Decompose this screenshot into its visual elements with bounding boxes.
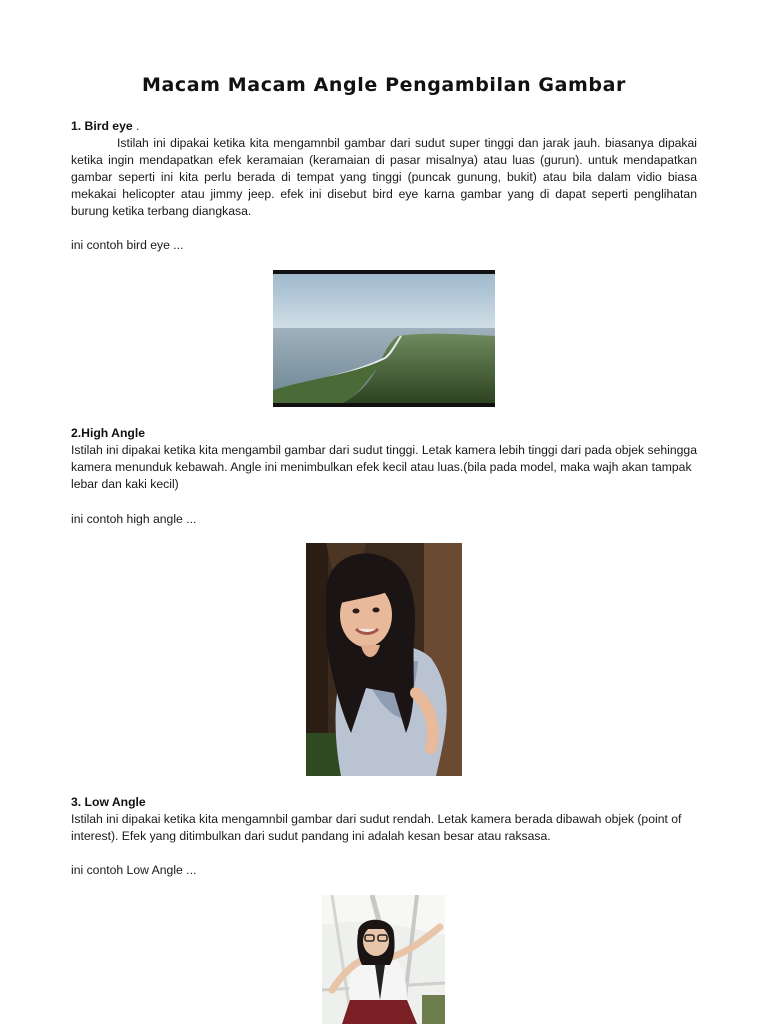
low-angle-photo [322,895,445,1024]
high-angle-photo [306,543,462,776]
bird-eye-photo [273,270,495,407]
section-bird-eye-heading-suffix: . [132,119,140,133]
section-bird-eye-heading-line [71,118,697,135]
section-low-angle-example: ini contoh Low Angle ... [71,863,197,877]
section-low-angle-heading: 3. Low Angle [71,795,146,809]
section-bird-eye-body: Istilah ini dipakai ketika kita mengamnbil gambar dari sudut super tinggi dan jarak jauh. biasanya dipakai ketika ingin mendapatkan efek keramaian (keramaian di pasar misalnya) atau luas (gurun). untuk mendapatkan gambar seperti ini kita perlu berada di tempat yang tinggi (puncak gunung, bukit) atau bila dalam vidio biasa mekakai helicopter atau jimmy jeep. efek ini disebut bird eye karna gambar yang di dapat seperti penglihatan burung ketika terbang diangkasa. [71,136,697,218]
section-high-angle-body: Istilah ini dipakai ketika kita mengambil gambar dari sudut tinggi. Letak kamera lebih tinggi dari pada objek sehingga kamera menunduk kebawah. Angle ini menimbulkan efek kecil atau luas.(bila pada model, maka wajh akan tampak lebar dan kaki kecil) [71,443,697,491]
section-bird-eye-example: ini contoh bird eye ... [71,238,184,252]
document-title: Macam Macam Angle Pengambilan Gambar [141,74,627,96]
section-bird-eye-heading: 1. Bird eye [71,119,133,133]
section-low-angle-body: Istilah ini dipakai ketika kita mengamnbil gambar dari sudut rendah. Letak kamera berada dibawah objek (point of interest). Efek yang ditimbulkan dari sudut pandang ini adalah kesan besar atau raksasa. [71,812,682,843]
section-high-angle-example: ini contoh high angle ... [71,512,197,526]
section-high-angle-heading: 2.High Angle [71,426,146,440]
